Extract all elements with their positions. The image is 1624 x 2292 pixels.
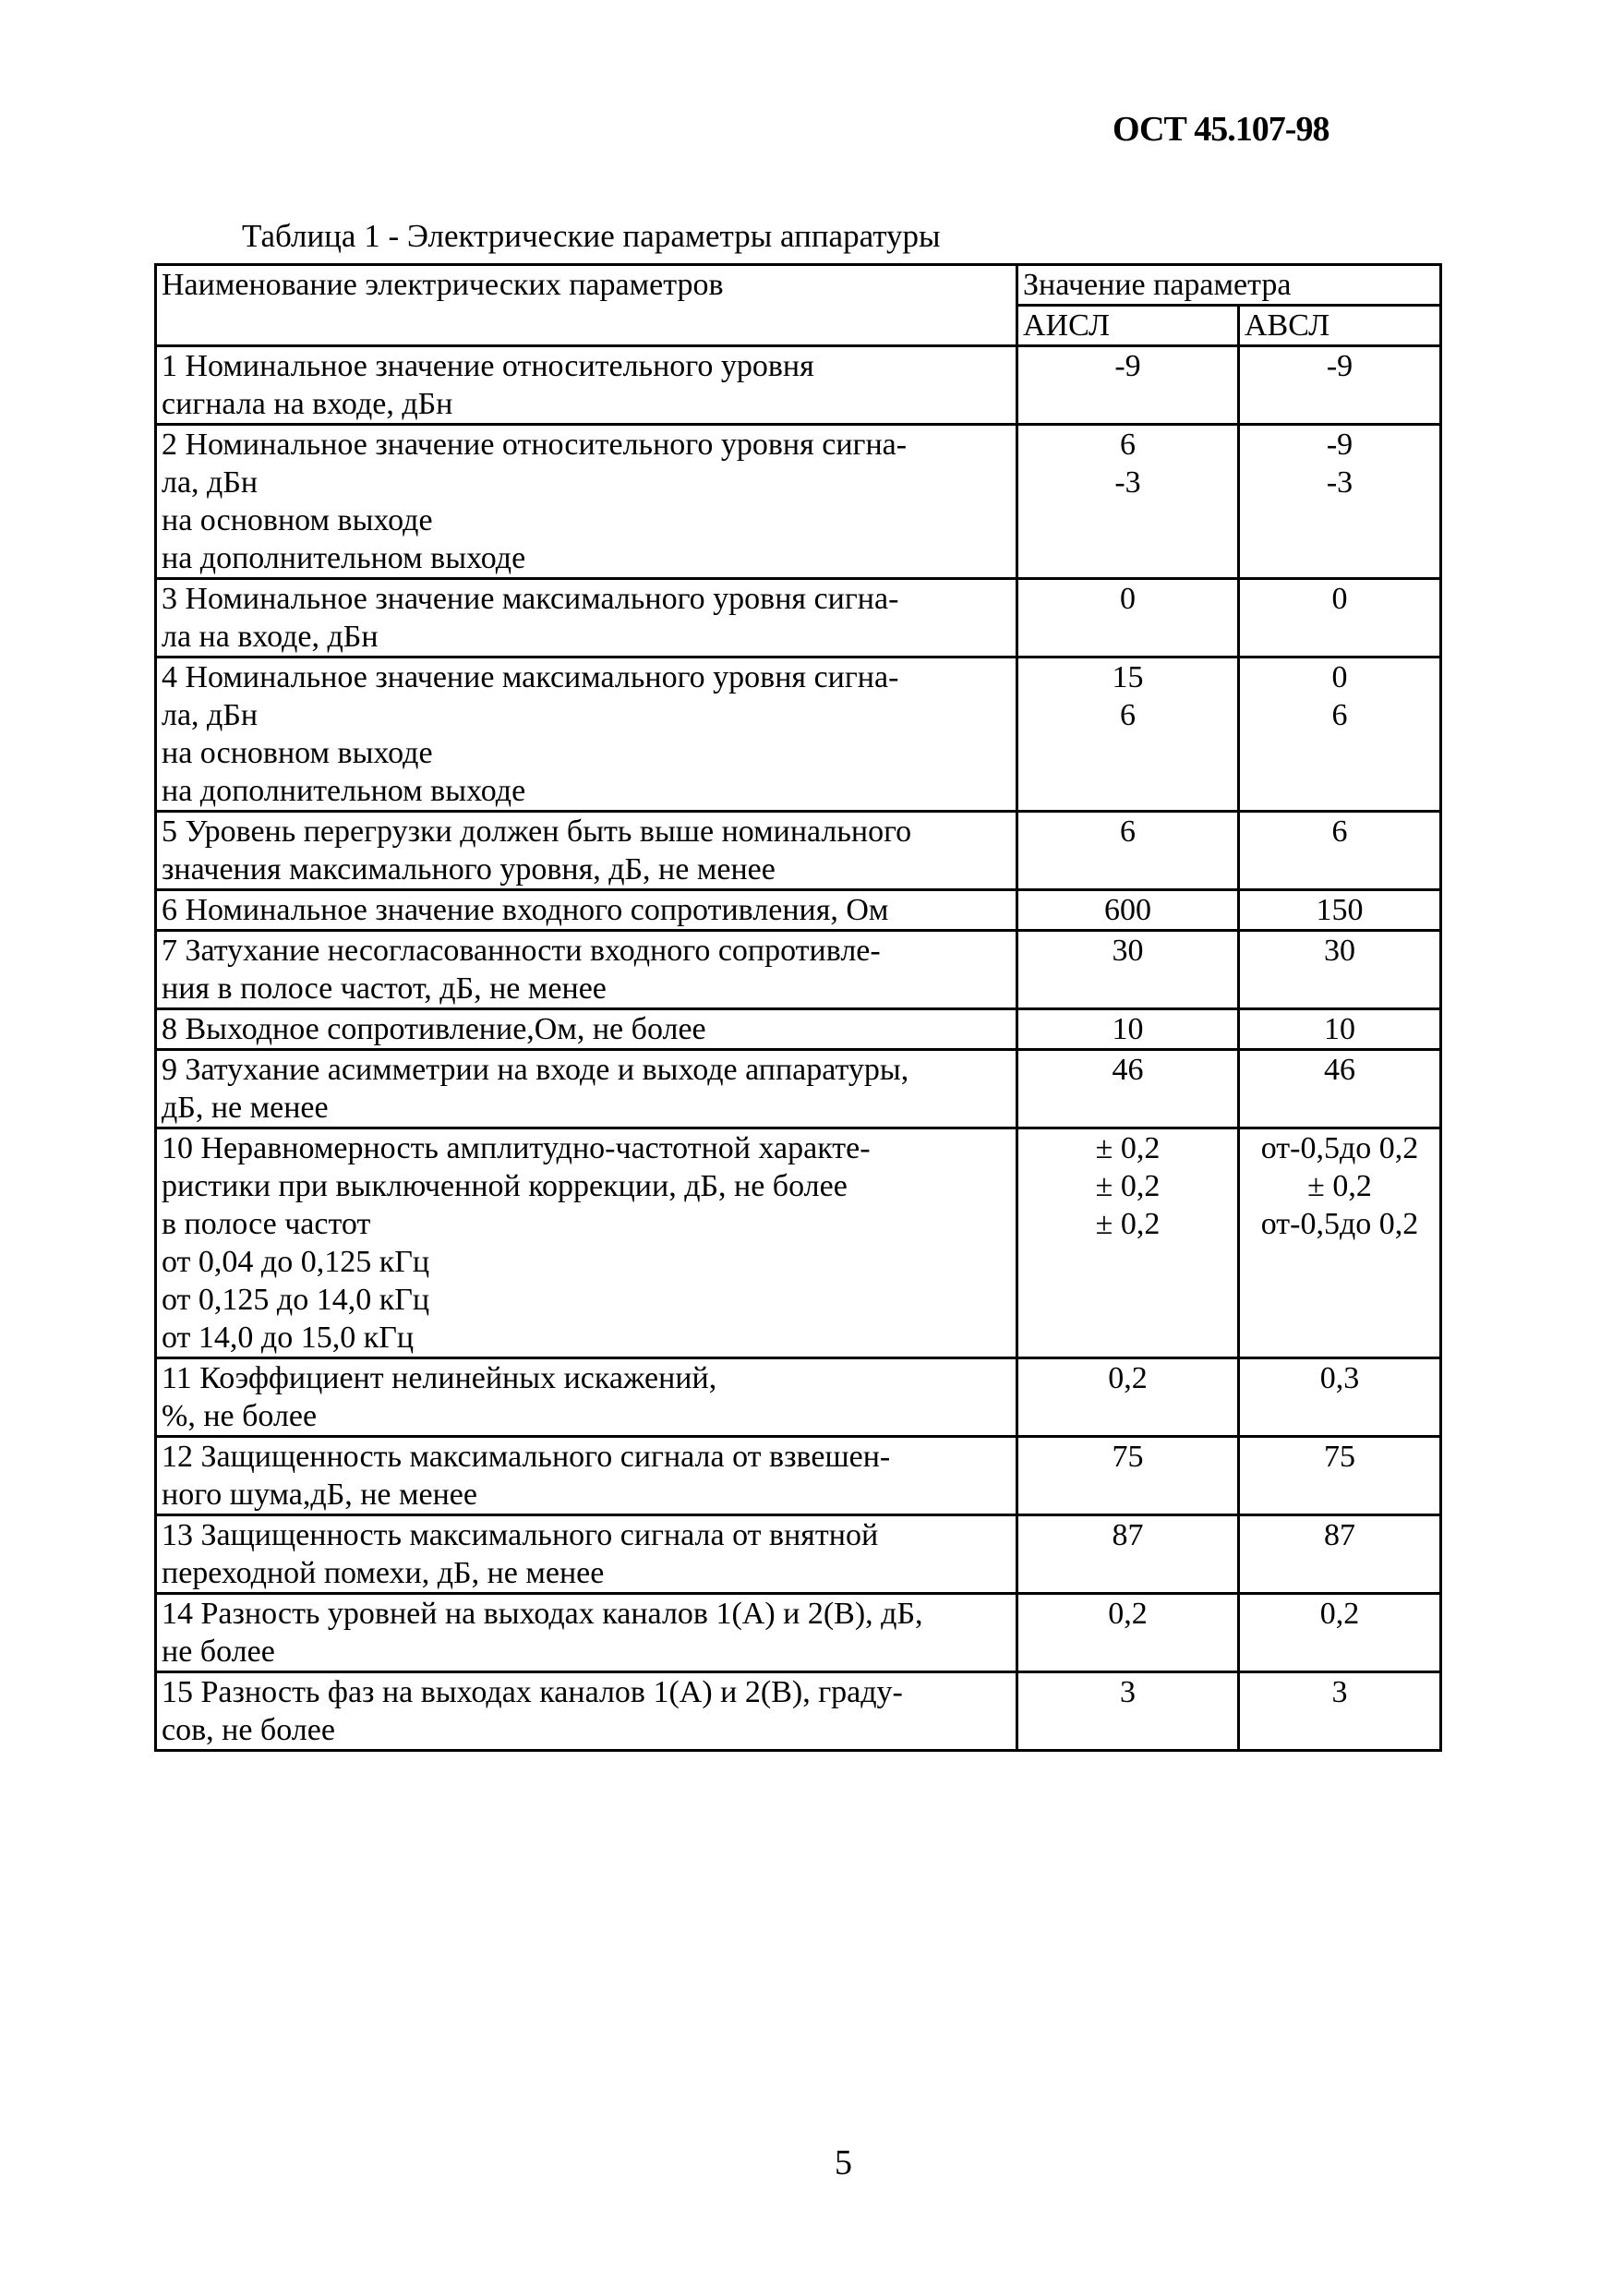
- parameter-name-line: %, не более: [162, 1399, 318, 1433]
- parameters-table: [154, 263, 1442, 1752]
- value-avsl-cell: [1239, 346, 1441, 425]
- value-avsl: 6: [1331, 814, 1348, 849]
- parameter-name-line: 1 Номинальное значение относительного уровня: [162, 349, 814, 383]
- parameter-name-line: ного шума,дБ, не менее: [162, 1478, 477, 1512]
- parameter-name-line: от 14,0 до 15,0 кГц: [162, 1321, 415, 1355]
- parameter-name-line: ла, дБн: [162, 465, 259, 500]
- value-aisl-cell: [1017, 812, 1239, 890]
- value-aisl: 3: [1120, 1675, 1136, 1709]
- value-avsl: 87: [1324, 1518, 1355, 1552]
- value-avsl: -9: [1326, 428, 1353, 462]
- value-avsl: -9: [1326, 349, 1353, 383]
- parameter-name-line: в полосе частот: [162, 1207, 371, 1241]
- parameter-name-line: на основном выходе: [162, 736, 433, 770]
- parameter-name-cell: [156, 1437, 1017, 1515]
- page-number: 5: [835, 2143, 852, 2182]
- parameter-name-cell: [156, 890, 1017, 931]
- value-aisl: ± 0,2: [1095, 1131, 1161, 1165]
- value-avsl: -3: [1326, 465, 1353, 500]
- value-avsl-cell: [1239, 890, 1441, 931]
- value-avsl-cell: [1239, 425, 1441, 579]
- table-row: [156, 812, 1441, 890]
- value-aisl-cell: [1017, 1358, 1239, 1437]
- parameter-name-line: 12 Защищенность максимального сигнала от взвешен-: [162, 1440, 891, 1474]
- parameter-name-line: 3 Номинальное значение максимального уровня сигна-: [162, 582, 899, 616]
- value-avsl: ± 0,2: [1307, 1169, 1372, 1203]
- parameter-name-cell: [156, 346, 1017, 425]
- table-row: [156, 657, 1441, 812]
- value-aisl-cell: [1017, 1050, 1239, 1128]
- table-row: [156, 346, 1441, 425]
- table-row: [156, 931, 1441, 1009]
- value-aisl: 6: [1120, 428, 1136, 462]
- table-row: [156, 425, 1441, 579]
- table-row: [156, 1515, 1441, 1594]
- document-code: ОСТ 45.107-98: [1113, 110, 1329, 149]
- parameter-name-line: 2 Номинальное значение относительного уровня сигна-: [162, 428, 908, 462]
- parameter-name-cell: [156, 931, 1017, 1009]
- value-avsl-cell: [1239, 1050, 1441, 1128]
- parameter-name-line: от 0,125 до 14,0 кГц: [162, 1283, 430, 1317]
- value-aisl: 6: [1120, 814, 1136, 849]
- value-aisl: 87: [1112, 1518, 1144, 1552]
- value-avsl-cell: [1239, 579, 1441, 657]
- value-aisl-cell: [1017, 1128, 1239, 1358]
- parameter-name-line: переходной помехи, дБ, не менее: [162, 1556, 605, 1590]
- value-aisl-cell: [1017, 1437, 1239, 1515]
- value-avsl: от-0,5до 0,2: [1260, 1131, 1419, 1165]
- parameter-name-cell: [156, 1358, 1017, 1437]
- header-aisl: АИСЛ: [1017, 306, 1239, 346]
- table-row: [156, 1009, 1441, 1050]
- parameter-name-line: 11 Коэффициент нелинейных искажений,: [162, 1361, 717, 1395]
- value-aisl-cell: [1017, 346, 1239, 425]
- parameter-name-line: 5 Уровень перегрузки должен быть выше номинального: [162, 814, 912, 849]
- value-avsl: 6: [1331, 698, 1348, 732]
- value-aisl: 30: [1112, 934, 1144, 968]
- value-avsl: 0: [1331, 660, 1348, 694]
- value-avsl: 46: [1324, 1053, 1355, 1087]
- parameter-name-line: на дополнительном выходе: [162, 774, 526, 808]
- header-parameter-value: Значение параметра: [1017, 265, 1441, 306]
- header-parameter-name: Наименование электрических параметров: [156, 265, 1017, 346]
- table-row: [156, 1358, 1441, 1437]
- value-avsl-cell: [1239, 1594, 1441, 1672]
- table-body: [156, 346, 1441, 1751]
- value-avsl-cell: [1239, 1515, 1441, 1594]
- value-aisl: ± 0,2: [1095, 1207, 1161, 1241]
- value-aisl: 6: [1120, 698, 1136, 732]
- parameter-name-line: на основном выходе: [162, 503, 433, 537]
- value-avsl: от-0,5до 0,2: [1260, 1207, 1419, 1241]
- value-aisl-cell: [1017, 1009, 1239, 1050]
- parameter-name-line: сигнала на входе, дБн: [162, 387, 453, 421]
- value-avsl: 3: [1331, 1675, 1348, 1709]
- value-aisl: 0,2: [1108, 1361, 1148, 1395]
- value-avsl: 0,3: [1319, 1361, 1360, 1395]
- value-aisl: ± 0,2: [1095, 1169, 1161, 1203]
- value-aisl: 10: [1112, 1012, 1144, 1046]
- parameter-name-line: 9 Затухание асимметрии на входе и выходе аппаратуры,: [162, 1053, 909, 1087]
- value-aisl-cell: [1017, 657, 1239, 812]
- value-aisl: 600: [1104, 893, 1151, 927]
- parameter-name-cell: [156, 657, 1017, 812]
- table-row: [156, 1128, 1441, 1358]
- value-aisl: 46: [1112, 1053, 1144, 1087]
- parameter-name-line: на дополнительном выходе: [162, 541, 526, 575]
- table-row: [156, 1050, 1441, 1128]
- value-avsl-cell: [1239, 1358, 1441, 1437]
- value-aisl: 0: [1120, 582, 1136, 616]
- parameter-name-line: ла на входе, дБн: [162, 620, 379, 654]
- header-avsl: АВСЛ: [1239, 306, 1441, 346]
- value-aisl-cell: [1017, 1672, 1239, 1751]
- value-avsl: 0: [1331, 582, 1348, 616]
- value-aisl: 75: [1112, 1440, 1144, 1474]
- value-aisl: -9: [1114, 349, 1141, 383]
- value-avsl: 150: [1316, 893, 1364, 927]
- value-avsl-cell: [1239, 812, 1441, 890]
- parameter-name-line: дБ, не менее: [162, 1091, 329, 1125]
- parameter-name-cell: [156, 1009, 1017, 1050]
- table-row: [156, 579, 1441, 657]
- parameter-name-line: 7 Затухание несогласованности входного сопротивле-: [162, 934, 881, 968]
- parameter-name-cell: [156, 1515, 1017, 1594]
- parameter-name-line: 6 Номинальное значение входного сопротивления, Ом: [162, 893, 889, 927]
- parameter-name-cell: [156, 1050, 1017, 1128]
- value-aisl-cell: [1017, 579, 1239, 657]
- parameter-name-line: 13 Защищенность максимального сигнала от внятной: [162, 1518, 879, 1552]
- value-aisl: -3: [1114, 465, 1141, 500]
- parameter-name-line: ния в полосе частот, дБ, не менее: [162, 971, 607, 1006]
- parameter-name-line: 15 Разность фаз на выходах каналов 1(А) и 2(В), граду-: [162, 1675, 903, 1709]
- value-avsl-cell: [1239, 657, 1441, 812]
- table-row: [156, 1672, 1441, 1751]
- parameter-name-line: сов, не более: [162, 1713, 335, 1747]
- value-avsl: 10: [1324, 1012, 1355, 1046]
- parameter-name-cell: [156, 425, 1017, 579]
- table-header: [156, 265, 1441, 346]
- table-row: [156, 1437, 1441, 1515]
- table-caption: Таблица 1 - Электрические параметры аппаратуры: [242, 218, 941, 254]
- value-avsl: 0,2: [1319, 1597, 1360, 1631]
- value-aisl-cell: [1017, 890, 1239, 931]
- table-row: [156, 890, 1441, 931]
- value-aisl-cell: [1017, 425, 1239, 579]
- parameter-name-cell: [156, 1672, 1017, 1751]
- value-avsl-cell: [1239, 931, 1441, 1009]
- parameter-name-line: 14 Разность уровней на выходах каналов 1(А) и 2(В), дБ,: [162, 1597, 923, 1631]
- parameter-name-line: не более: [162, 1635, 275, 1669]
- parameter-name-line: от 0,04 до 0,125 кГц: [162, 1245, 430, 1279]
- value-aisl: 0,2: [1108, 1597, 1148, 1631]
- value-aisl-cell: [1017, 1515, 1239, 1594]
- value-avsl-cell: [1239, 1672, 1441, 1751]
- parameter-name-line: 10 Неравномерность амплитудно-частотной характе-: [162, 1131, 871, 1165]
- parameter-name-cell: [156, 1594, 1017, 1672]
- parameter-name-line: ла, дБн: [162, 698, 259, 732]
- value-avsl: 30: [1324, 934, 1355, 968]
- parameter-name-cell: [156, 1128, 1017, 1358]
- value-aisl: 15: [1112, 660, 1144, 694]
- value-avsl-cell: [1239, 1009, 1441, 1050]
- table-row: [156, 1594, 1441, 1672]
- parameter-name-cell: [156, 812, 1017, 890]
- value-avsl-cell: [1239, 1128, 1441, 1358]
- parameter-name-line: 4 Номинальное значение максимального уровня сигна-: [162, 660, 899, 694]
- value-avsl-cell: [1239, 1437, 1441, 1515]
- parameter-name-line: ристики при выключенной коррекции, дБ, не более: [162, 1169, 848, 1203]
- parameter-name-cell: [156, 579, 1017, 657]
- value-aisl-cell: [1017, 931, 1239, 1009]
- value-avsl: 75: [1324, 1440, 1355, 1474]
- parameter-name-line: значения максимального уровня, дБ, не менее: [162, 852, 776, 887]
- value-aisl-cell: [1017, 1594, 1239, 1672]
- parameter-name-line: 8 Выходное сопротивление,Ом, не более: [162, 1012, 706, 1046]
